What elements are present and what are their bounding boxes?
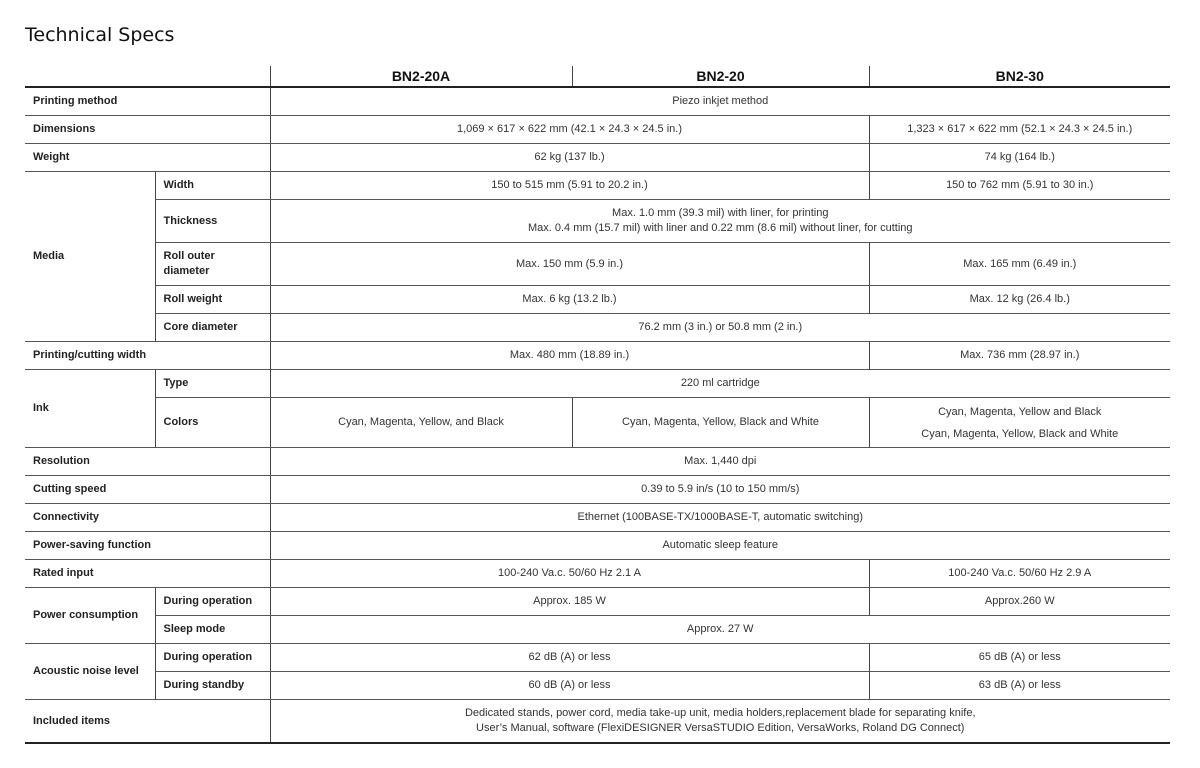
ink-colors-bn2-20-value: Cyan, Magenta, Yellow, Black and White bbox=[572, 398, 869, 448]
dimensions-bn2-30-value: 1,323 × 617 × 622 mm (52.1 × 24.3 × 24.5 in.) bbox=[869, 116, 1170, 144]
ink-colors-bn2-30-value bbox=[869, 398, 1170, 448]
table-row bbox=[25, 588, 1170, 616]
printing-method-value: Piezo inkjet method bbox=[270, 87, 1170, 116]
sub-label-media-width: Width bbox=[155, 172, 270, 200]
table-row bbox=[25, 370, 1170, 398]
model-header-bn2-20: BN2-20 bbox=[572, 66, 869, 87]
included-items-line-1: Dedicated stands, power cord, media take-up unit, media holders,replacement blade for separating knife, bbox=[464, 707, 976, 719]
row-label-printing-cutting-width: Printing/cutting width bbox=[25, 342, 270, 370]
table-row bbox=[25, 560, 1170, 588]
core-diameter-value: 76.2 mm (3 in.) or 50.8 mm (2 in.) bbox=[270, 314, 1170, 342]
table-row bbox=[25, 116, 1170, 144]
sub-label-media-thickness: Thickness bbox=[155, 200, 270, 243]
row-label-included-items: Included items bbox=[25, 700, 270, 744]
table-row bbox=[25, 700, 1170, 744]
rated-input-bn2-30-value: 100-240 Va.c. 50/60 Hz 2.9 A bbox=[869, 560, 1170, 588]
media-width-bn2-30-value: 150 to 762 mm (5.91 to 30 in.) bbox=[869, 172, 1170, 200]
table-row bbox=[25, 398, 1170, 448]
table-row bbox=[25, 87, 1170, 116]
print-cut-width-bn2-20-value: Max. 480 mm (18.89 in.) bbox=[270, 342, 869, 370]
row-label-media: Media bbox=[25, 172, 155, 342]
table-row bbox=[25, 286, 1170, 314]
row-label-power-saving: Power-saving function bbox=[25, 532, 270, 560]
thickness-line-printing: Max. 1.0 mm (39.3 mil) with liner, for printing bbox=[612, 207, 829, 219]
acoustic-operation-bn2-20-value: 62 dB (A) or less bbox=[270, 644, 869, 672]
row-label-printing-method: Printing method bbox=[25, 87, 270, 116]
table-row bbox=[25, 243, 1170, 286]
included-items-value bbox=[270, 700, 1170, 744]
row-label-resolution: Resolution bbox=[25, 448, 270, 476]
ink-type-value: 220 ml cartridge bbox=[270, 370, 1170, 398]
print-cut-width-bn2-30-value: Max. 736 mm (28.97 in.) bbox=[869, 342, 1170, 370]
acoustic-standby-bn2-30-value: 63 dB (A) or less bbox=[869, 672, 1170, 700]
sub-label-roll-outer-diameter: Roll outer diameter bbox=[155, 243, 270, 286]
table-row bbox=[25, 314, 1170, 342]
row-label-ink: Ink bbox=[25, 370, 155, 448]
acoustic-standby-bn2-20-value: 60 dB (A) or less bbox=[270, 672, 869, 700]
row-label-rated-input: Rated input bbox=[25, 560, 270, 588]
table-row bbox=[25, 476, 1170, 504]
power-saving-value: Automatic sleep feature bbox=[270, 532, 1170, 560]
thickness-line-cutting: Max. 0.4 mm (15.7 mil) with liner and 0.22 mm (8.6 mil) without liner, for cutting bbox=[527, 222, 913, 234]
rated-input-bn2-20-value: 100-240 Va.c. 50/60 Hz 2.1 A bbox=[270, 560, 869, 588]
table-row bbox=[25, 144, 1170, 172]
acoustic-operation-bn2-30-value: 65 dB (A) or less bbox=[869, 644, 1170, 672]
sub-label-roll-weight: Roll weight bbox=[155, 286, 270, 314]
ink-colors-bn2-30-cmyk: Cyan, Magenta, Yellow and Black bbox=[938, 405, 1102, 418]
spec-table bbox=[25, 66, 1170, 744]
model-header-row bbox=[25, 66, 1170, 87]
sub-label-ink-colors: Colors bbox=[155, 398, 270, 448]
dimensions-bn2-20-value: 1,069 × 617 × 622 mm (42.1 × 24.3 × 24.5 in.) bbox=[270, 116, 869, 144]
media-width-bn2-20-value: 150 to 515 mm (5.91 to 20.2 in.) bbox=[270, 172, 869, 200]
table-row bbox=[25, 172, 1170, 200]
table-row bbox=[25, 672, 1170, 700]
table-row bbox=[25, 448, 1170, 476]
sub-label-acoustic-operation: During operation bbox=[155, 644, 270, 672]
sub-label-ink-type: Type bbox=[155, 370, 270, 398]
roll-outer-bn2-20-value: Max. 150 mm (5.9 in.) bbox=[270, 243, 869, 286]
table-row bbox=[25, 200, 1170, 243]
row-label-weight: Weight bbox=[25, 144, 270, 172]
table-row bbox=[25, 504, 1170, 532]
table-row bbox=[25, 342, 1170, 370]
header-blank bbox=[25, 66, 270, 87]
ink-colors-bn2-20a-value: Cyan, Magenta, Yellow, and Black bbox=[270, 398, 572, 448]
table-row bbox=[25, 644, 1170, 672]
included-items-line-2: User’s Manual, software (FlexiDESIGNER VersaSTUDIO Edition, VersaWorks, Roland DG Connect) bbox=[476, 722, 965, 734]
row-label-cutting-speed: Cutting speed bbox=[25, 476, 270, 504]
resolution-value: Max. 1,440 dpi bbox=[270, 448, 1170, 476]
power-sleep-value: Approx. 27 W bbox=[270, 616, 1170, 644]
sub-label-acoustic-standby: During standby bbox=[155, 672, 270, 700]
table-row bbox=[25, 532, 1170, 560]
weight-bn2-30-value: 74 kg (164 lb.) bbox=[869, 144, 1170, 172]
sub-label-power-operation: During operation bbox=[155, 588, 270, 616]
model-header-bn2-30: BN2-30 bbox=[869, 66, 1170, 87]
media-thickness-value bbox=[270, 200, 1170, 243]
cutting-speed-value: 0.39 to 5.9 in/s (10 to 150 mm/s) bbox=[270, 476, 1170, 504]
power-operation-bn2-20-value: Approx. 185 W bbox=[270, 588, 869, 616]
row-label-dimensions: Dimensions bbox=[25, 116, 270, 144]
page-title: Technical Specs bbox=[25, 24, 175, 46]
weight-bn2-20-value: 62 kg (137 lb.) bbox=[270, 144, 869, 172]
row-label-connectivity: Connectivity bbox=[25, 504, 270, 532]
roll-outer-bn2-30-value: Max. 165 mm (6.49 in.) bbox=[869, 243, 1170, 286]
sub-label-power-sleep: Sleep mode bbox=[155, 616, 270, 644]
model-header-bn2-20a: BN2-20A bbox=[270, 66, 572, 87]
row-label-acoustic-noise: Acoustic noise level bbox=[25, 644, 155, 700]
connectivity-value: Ethernet (100BASE-TX/1000BASE-T, automatic switching) bbox=[270, 504, 1170, 532]
roll-weight-bn2-30-value: Max. 12 kg (26.4 lb.) bbox=[869, 286, 1170, 314]
power-operation-bn2-30-value: Approx.260 W bbox=[869, 588, 1170, 616]
sub-label-core-diameter: Core diameter bbox=[155, 314, 270, 342]
ink-colors-bn2-30-cmykw: Cyan, Magenta, Yellow, Black and White bbox=[921, 427, 1119, 440]
table-row bbox=[25, 616, 1170, 644]
row-label-power-consumption: Power consumption bbox=[25, 588, 155, 644]
roll-weight-bn2-20-value: Max. 6 kg (13.2 lb.) bbox=[270, 286, 869, 314]
